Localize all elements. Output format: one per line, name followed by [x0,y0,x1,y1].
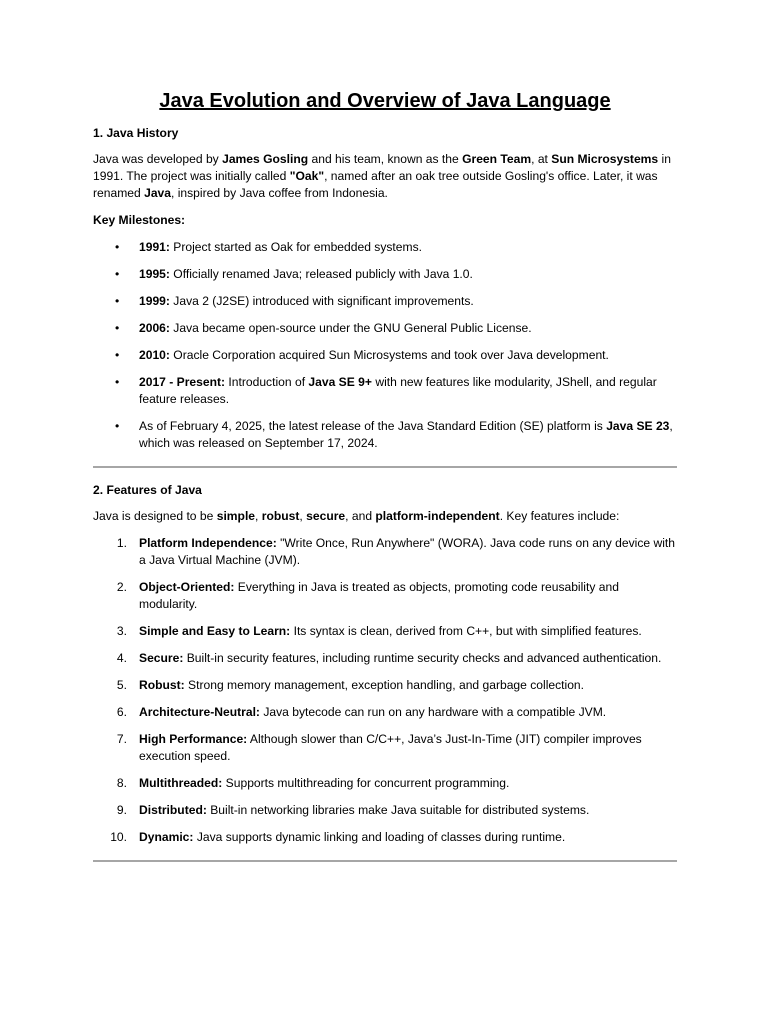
bold-run: James Gosling [222,152,309,166]
list-item [93,418,677,452]
section-heading-features: 2. Features of Java [93,483,202,497]
list-item [93,829,677,846]
list-item [93,623,677,640]
list-number: 7. [116,732,127,746]
feature-text: Built-in networking libraries make Java suitable for distributed systems. [206,803,590,817]
feature-label: Distributed: [139,803,207,817]
horizontal-divider [93,466,677,468]
milestone-text: Officially renamed Java; released publicly with Java 1.0. [169,267,473,281]
list-number: 2. [116,580,127,594]
bold-run: platform-independent [375,509,500,523]
features-list [93,535,677,846]
feature-text: Although slower than C/C++, Java’s Just-In-Time (JIT) compiler improves execution speed. [139,732,642,763]
feature-label: Platform Independence: [139,536,277,550]
milestone-text: Project started as Oak for embedded systems. [169,240,422,254]
milestone-year: 2006: [139,321,170,335]
bold-run: Sun Microsystems [551,152,659,166]
bullet-icon: • [115,267,120,281]
list-number: 6. [116,705,127,719]
milestone-bold: Java SE 9+ [308,375,372,389]
text-run: , inspired by Java coffee from Indonesia. [171,186,388,200]
text-run: in 1991. The project was initially called [93,152,671,183]
feature-text: Its syntax is clean, derived from C++, but with simplified features. [290,624,642,638]
feature-text: Java bytecode can run on any hardware with a compatible JVM. [259,705,607,719]
list-item [93,535,677,569]
list-item [93,579,677,613]
bullet-icon: • [115,348,120,362]
text-run: . Key features include: [499,509,620,523]
document-body [93,86,677,876]
list-item [93,347,677,364]
text-run: and his team, known as the [308,152,463,166]
feature-text: Java supports dynamic linking and loading of classes during runtime. [193,830,566,844]
list-item [93,293,677,310]
feature-label: Dynamic: [139,830,194,844]
milestone-year: 1999: [139,294,170,308]
milestone-text: Java became open-source under the GNU General Public License. [169,321,532,335]
milestone-year: 1991: [139,240,170,254]
text-run: Java is designed to be [93,509,217,523]
feature-text: Built-in security features, including runtime security checks and advanced authentication. [183,651,662,665]
milestone-text: Java 2 (J2SE) introduced with significant improvements. [169,294,474,308]
feature-label: Robust: [139,678,185,692]
text-run: , [255,509,262,523]
bold-run: simple [216,509,256,523]
milestone-year: 1995: [139,267,170,281]
feature-text: Supports multithreading for concurrent programming. [222,776,510,790]
feature-label: Architecture-Neutral: [139,705,260,719]
feature-label: Simple and Easy to Learn: [139,624,291,638]
list-item [93,266,677,283]
bullet-icon: • [115,294,120,308]
milestone-bold: Java SE 23 [606,419,670,433]
bullet-icon: • [115,240,120,254]
bullet-icon: • [115,375,120,389]
milestone-year: 2017 - Present: [139,375,226,389]
section-heading-history: 1. Java History [93,126,179,140]
feature-label: Multithreaded: [139,776,223,790]
list-number: 1. [116,536,127,550]
list-number: 9. [116,803,127,817]
feature-text: Everything in Java is treated as objects, promoting code reusability and modularity. [139,580,619,611]
list-item [93,374,677,408]
list-item [93,731,677,765]
list-item [93,775,677,792]
horizontal-divider [93,860,677,862]
bullet-icon: • [115,321,120,335]
text-run: , named after an oak tree outside Gosling's office. Later, it was renamed [93,169,658,200]
page-title: Java Evolution and Overview of Java Language [159,90,611,112]
bold-run: robust [261,509,300,523]
milestone-text: Oracle Corporation acquired Sun Microsystems and took over Java development. [169,348,609,362]
feature-label: Secure: [139,651,184,665]
text-run: Java was developed by [93,152,223,166]
bold-run: secure [306,509,346,523]
milestones-heading: Key Milestones: [93,213,186,227]
features-intro-paragraph [93,508,677,525]
milestone-text: As of February 4, 2025, the latest release of the Java Standard Edition (SE) platform is [139,419,607,433]
bold-run: "Oak" [289,169,325,183]
milestone-text: Introduction of [225,375,309,389]
feature-text: "Write Once, Run Anywhere" (WORA). Java code runs on any device with a Java Virtual Machine (JVM). [139,536,675,567]
text-run: , at [531,152,552,166]
bold-run: Java [144,186,171,200]
list-item [93,677,677,694]
list-item [93,239,677,256]
text-run: , [299,509,307,523]
text-run: , and [345,509,376,523]
list-number: 10. [110,830,127,844]
bullet-icon: • [115,419,120,433]
list-item [93,320,677,337]
list-number: 3. [116,624,127,638]
list-number: 4. [116,651,127,665]
bold-run: Green Team [462,152,532,166]
history-intro-paragraph [93,151,677,202]
milestone-year: 2010: [139,348,170,362]
milestone-text: , which was released on September 17, 2024. [139,419,673,450]
list-number: 8. [116,776,127,790]
list-item [93,650,677,667]
milestone-text: with new features like modularity, JShell, and regular feature releases. [139,375,657,406]
milestones-list [93,239,677,452]
feature-text: Strong memory management, exception handling, and garbage collection. [184,678,585,692]
feature-label: High Performance: [139,732,248,746]
list-item [93,802,677,819]
list-number: 5. [116,678,127,692]
list-item [93,704,677,721]
feature-label: Object-Oriented: [139,580,235,594]
